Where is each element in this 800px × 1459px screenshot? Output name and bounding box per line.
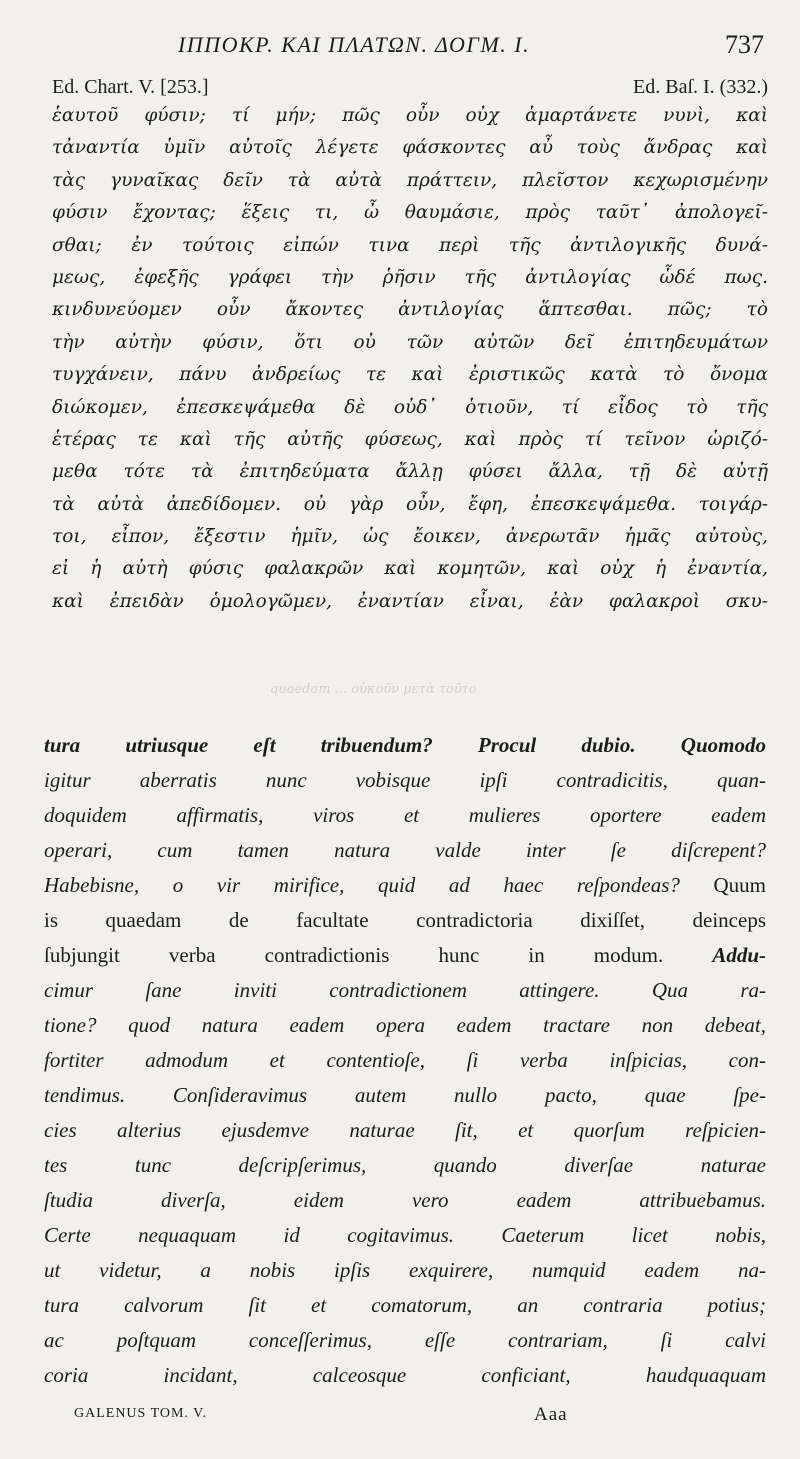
latin-line (44, 1358, 766, 1393)
latin-run: coria incidant, calceosque conficiant, haudquaquam (44, 1363, 766, 1387)
latin-run: Certe nequaquam id cogitavimus. Caeterum licet nobis, (44, 1223, 766, 1247)
greek-line: τὰς γυναῖκας δεῖν τὰ αὐτὰ πράττειν, πλεῖστον κεχωρισμένην (52, 169, 768, 191)
page-footer (74, 1404, 674, 1430)
latin-line (44, 1078, 766, 1113)
latin-run: fortiter admodum et contentioſe, ſi verba inſpicias, con- (44, 1048, 766, 1072)
latin-run: Quum (679, 873, 766, 897)
latin-run: cies alterius ejusdemve naturae ſit, et quorſum reſpicien- (44, 1118, 766, 1142)
latin-line (44, 1253, 766, 1288)
latin-run: tione? quod natura eadem opera eadem tractare non debeat, (44, 1013, 766, 1037)
latin-run: Addu- (712, 943, 766, 967)
bleed-through-text: quaedam ... οὐκοῦν μετὰ τοῦτο (270, 682, 477, 697)
greek-line: διώκομεν, ἐπεσκεψάμεθα δὲ οὐδ᾽ ὁτιοῦν, τί εἶδος τὸ τῆς (52, 396, 768, 418)
latin-line (44, 798, 766, 833)
latin-line (44, 1043, 766, 1078)
gathering-mark: Aaa (534, 1404, 568, 1425)
latin-line (44, 903, 766, 938)
latin-run: ſtudia diverſa, eidem vero eadem attribuebamus. (44, 1188, 766, 1212)
latin-run: tura utriusque eſt tribuendum? Procul dubio. Quomodo (44, 733, 766, 757)
latin-run: ut videtur, a nobis ipſis exquirere, numquid eadem na- (44, 1258, 766, 1282)
latin-line (44, 1218, 766, 1253)
latin-line (44, 1323, 766, 1358)
latin-run: tes tunc deſcripſerimus, quando diverſae naturae (44, 1153, 766, 1177)
running-title: ΙΠΠΟΚΡ. ΚΑΙ ΠΛΑΤΩΝ. ΔΟΓΜ. Ι. (178, 32, 531, 57)
latin-run: doquidem affirmatis, viros et mulieres oportere eadem (44, 803, 766, 827)
latin-line (44, 728, 766, 763)
latin-line (44, 1008, 766, 1043)
latin-line (44, 1113, 766, 1148)
latin-line (44, 973, 766, 1008)
latin-run: ac poſtquam conceſſerimus, eſſe contrariam, ſi calvi (44, 1328, 766, 1352)
greek-line: σθαι; ἐν τούτοις εἰπών τινα περὶ τῆς ἀντιλογικῆς δυνά- (52, 234, 768, 256)
edition-basel-reference: Ed. Baſ. I. (332.) (633, 76, 768, 98)
greek-line: τἀναντία ὑμῖν αὐτοῖς λέγετε φάσκοντες αὖ τοὺς ἄνδρας καὶ (52, 137, 768, 159)
latin-run: is quaedam de facultate contradictoria dixiſſet, deinceps (44, 908, 766, 932)
latin-run: igitur aberratis nunc vobisque ipſi contradicitis, quan- (44, 768, 766, 792)
greek-text-block (52, 100, 768, 618)
greek-line: καὶ ἐπειδὰν ὁμολογῶμεν, ἐναντίαν εἶναι, ἐὰν φαλακροὶ σκυ- (52, 590, 768, 612)
greek-line: τὴν αὐτὴν φύσιν, ὅτι οὐ τῶν αὐτῶν δεῖ ἐπιτηδευμάτων (52, 331, 768, 353)
greek-line: μεθα τότε τὰ ἐπιτηδεύματα ἄλλῃ φύσει ἄλλα, τῇ δὲ αὐτῇ (52, 461, 768, 483)
greek-line: κινδυνεύομεν οὖν ἄκοντες ἀντιλογίας ἅπτεσθαι. πῶς; τὸ (52, 299, 768, 321)
latin-run: operari, cum tamen natura valde inter ſe diſcrepent? (44, 838, 766, 862)
latin-run: Habebisne, o vir mirifice, quid ad haec reſpondeas? (44, 873, 680, 897)
latin-run: tendimus. Conſideravimus autem nullo pacto, quae ſpe- (44, 1083, 766, 1107)
edition-references (52, 76, 768, 102)
greek-line: φύσιν ἔχοντας; ἕξεις τι, ὦ θαυμάσιε, πρὸς ταῦτ᾽ ἀπολογεῖ- (52, 202, 768, 224)
running-head (0, 30, 800, 64)
greek-line: μεως, ἐφεξῆς γράφει τὴν ῥῆσιν τῆς ἀντιλογίας ὧδέ πως. (52, 266, 768, 288)
latin-line (44, 1183, 766, 1218)
latin-line (44, 833, 766, 868)
latin-run: tura calvorum ſit et comatorum, an contraria potius; (44, 1293, 766, 1317)
edition-chart-reference: Ed. Chart. V. [253.] (52, 76, 209, 98)
greek-line: ἑτέρας τε καὶ τῆς αὐτῆς φύσεως, καὶ πρὸς τί τεῖνον ὡριζό- (52, 428, 768, 450)
latin-run: ſubjungit verba contradictionis hunc in modum. (44, 943, 713, 967)
latin-translation-block (44, 728, 766, 1393)
greek-line: τυγχάνειν, πάνυ ἀνδρείως τε καὶ ἐριστικῶς κατὰ τὸ ὄνομα (52, 364, 768, 386)
latin-run: cimur ſane inviti contradictionem attingere. Qua ra- (44, 978, 766, 1002)
latin-line (44, 763, 766, 798)
latin-line (44, 938, 766, 973)
latin-line (44, 868, 766, 903)
greek-line: εἰ ἡ αὐτὴ φύσις φαλακρῶν καὶ κομητῶν, καὶ οὐχ ἡ ἐναντία, (52, 558, 768, 580)
latin-line (44, 1148, 766, 1183)
greek-line: τοι, εἶπον, ἔξεστιν ἡμῖν, ὡς ἔοικεν, ἀνερωτᾶν ἡμᾶς αὐτοὺς, (52, 526, 768, 548)
page-number: 737 (725, 30, 764, 59)
greek-line: τὰ αὐτὰ ἀπεδίδομεν. οὐ γὰρ οὖν, ἔφη, ἐπεσκεψάμεθα. τοιγάρ- (52, 493, 768, 515)
latin-line (44, 1288, 766, 1323)
greek-line: ἑαυτοῦ φύσιν; τί μήν; πῶς οὖν οὐχ ἁμαρτάνετε νυνὶ, καὶ (52, 105, 768, 126)
volume-signature: GALENUS TOM. V. (74, 1406, 207, 1421)
